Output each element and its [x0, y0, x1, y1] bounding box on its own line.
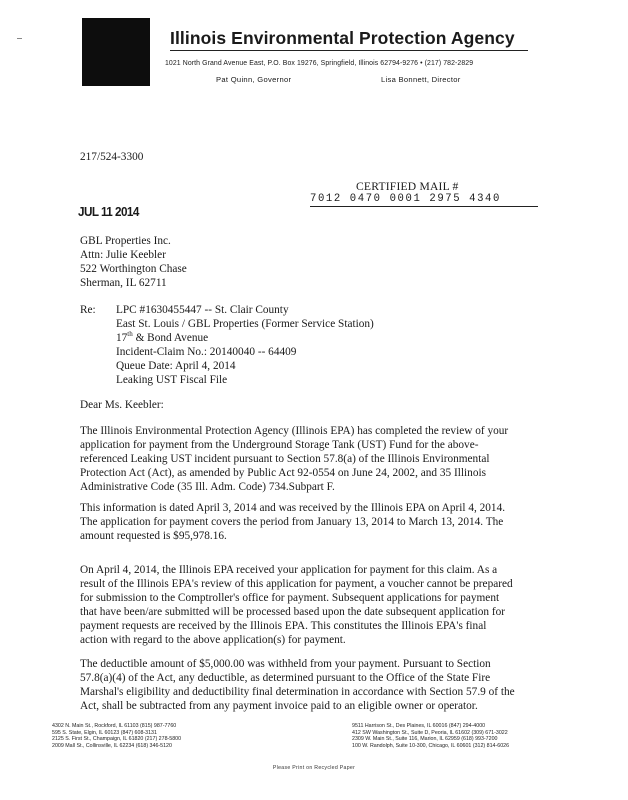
- agency-logo: [82, 18, 150, 86]
- paragraph-line: payment requests are received by the Illinois EPA. This constitutes the Illinois EPA's final: [80, 620, 487, 633]
- paragraph-line: The deductible amount of $5,000.00 was withheld from your payment. Pursuant to Section: [80, 658, 491, 670]
- re-line: East St. Louis / GBL Properties (Former Service Station): [116, 318, 374, 331]
- paragraph-line: Act, shall be subtracted from any payment invoice paid to an eligible owner or operator.: [80, 700, 478, 713]
- footer-office-line: 100 W. Randolph, Suite 10-300, Chicago, IL 60601 (312) 814-6026: [352, 742, 510, 749]
- certified-mail-number: 7012 0470 0001 2975 4340: [310, 193, 538, 207]
- re-line-street: [116, 331, 374, 345]
- footer-office-line: 2309 W. Main St., Suite 116, Marion, IL 62959 (618) 993-7200: [352, 736, 498, 743]
- recipient-line: GBL Properties Inc.: [80, 235, 171, 247]
- paragraph-line: action with regard to the above application(s) for payment.: [80, 634, 346, 647]
- paragraph-review-completed: [80, 424, 550, 494]
- agency-name: Illinois Environmental Protection Agency: [170, 28, 515, 48]
- paragraph-line: Protection Act (Act), as amended by Public Act 92-0554 on June 24, 2002, and 35 Illinois: [80, 467, 486, 480]
- paragraph-line: This information is dated April 3, 2014 and was received by the Illinois EPA on April 4, 2014.: [80, 502, 506, 514]
- recipient-line: Sherman, IL 62711: [80, 277, 167, 290]
- paragraph-line: amount requested is $95,978.16.: [80, 530, 227, 543]
- governor-name: Pat Quinn, Governor: [216, 75, 292, 84]
- director-name: Lisa Bonnett, Director: [381, 75, 461, 84]
- recipient-line: Attn: Julie Keebler: [80, 249, 166, 262]
- paragraph-line: that have been/are submitted will be processed based upon the date subsequent application for: [80, 606, 506, 619]
- footer-office-line: 595 S. State, Elgin, IL 60123 (847) 608-3131: [52, 729, 157, 736]
- scan-margin-mark: [17, 38, 22, 39]
- paragraph-line: application for payment from the Underground Storage Tank (UST) Fund for the above-: [80, 439, 479, 452]
- paragraph-deductible: [80, 657, 550, 713]
- footer-office-line: 9511 Harrison St., Des Plaines, IL 60016 (847) 294-4000: [352, 723, 486, 729]
- paragraph-line: On April 4, 2014, the Illinois EPA received your application for payment for this claim. As a: [80, 564, 498, 576]
- certified-mail-label: CERTIFIED MAIL #: [356, 180, 459, 193]
- footer-offices-left: [52, 723, 181, 749]
- re-line: Queue Date: April 4, 2014: [116, 360, 236, 373]
- footer-offices-right: [352, 723, 509, 749]
- re-block: [116, 303, 374, 388]
- paragraph-line: Marshal's eligibility and deductibility final determination in accordance with Section 57.9 of the: [80, 686, 515, 699]
- footer-office-line: 412 SW Washington St., Suite D, Peoria, IL 61602 (309) 671-3022: [352, 729, 508, 736]
- recipient-address: [80, 234, 187, 290]
- paragraph-application-dates: [80, 501, 550, 543]
- re-line: Leaking UST Fiscal File: [116, 374, 228, 387]
- paragraph-line: referenced Leaking UST incident pursuant to Section 57.8(a) of the Illinois Environmental: [80, 453, 490, 466]
- re-label: Re:: [80, 304, 96, 316]
- paragraph-line: The application for payment covers the period from January 13, 2014 to March 13, 2014. The: [80, 516, 504, 529]
- recycled-paper-note: Please Print on Recycled Paper: [272, 765, 356, 771]
- street-rest: & Bond Avenue: [132, 332, 209, 345]
- date-stamp: JUL 11 2014: [78, 204, 139, 219]
- footer-office-line: 4302 N. Main St., Rockford, IL 61103 (815) 987-7760: [52, 723, 177, 729]
- footer-office-line: 2125 S. First St., Champaign, IL 61820 (217) 278-5800: [52, 736, 182, 743]
- street-ordinal: th: [127, 330, 133, 339]
- re-line: LPC #1630455447 -- St. Clair County: [116, 304, 289, 316]
- paragraph-line: result of the Illinois EPA's review of this application for payment, a voucher cannot be prepared: [80, 578, 513, 591]
- street-number: 17: [116, 332, 128, 345]
- letterhead-divider: [170, 50, 528, 51]
- footer-office-line: 2009 Mall St., Collinsville, IL 62234 (618) 346-5120: [52, 742, 172, 749]
- paragraph-line: for submission to the Comptroller's office for payment. Subsequent applications for payment: [80, 592, 500, 605]
- re-line: Incident-Claim No.: 20140040 -- 64409: [116, 346, 297, 359]
- agency-address: 1021 North Grand Avenue East, P.O. Box 19276, Springfield, Illinois 62794-9276 • (217) 782-2829: [165, 60, 474, 67]
- recipient-line: 522 Worthington Chase: [80, 263, 187, 276]
- paragraph-voucher-status: [80, 563, 550, 648]
- paragraph-line: Administrative Code (35 Ill. Adm. Code) 734.Subpart F.: [80, 481, 335, 494]
- salutation: Dear Ms. Keebler:: [80, 399, 164, 411]
- phone-number: 217/524-3300: [80, 151, 144, 163]
- paragraph-line: The Illinois Environmental Protection Agency (Illinois EPA) has completed the review of your: [80, 425, 509, 437]
- paragraph-line: 57.8(a)(4) of the Act, any deductible, as determined pursuant to the Office of the State Fire: [80, 672, 491, 685]
